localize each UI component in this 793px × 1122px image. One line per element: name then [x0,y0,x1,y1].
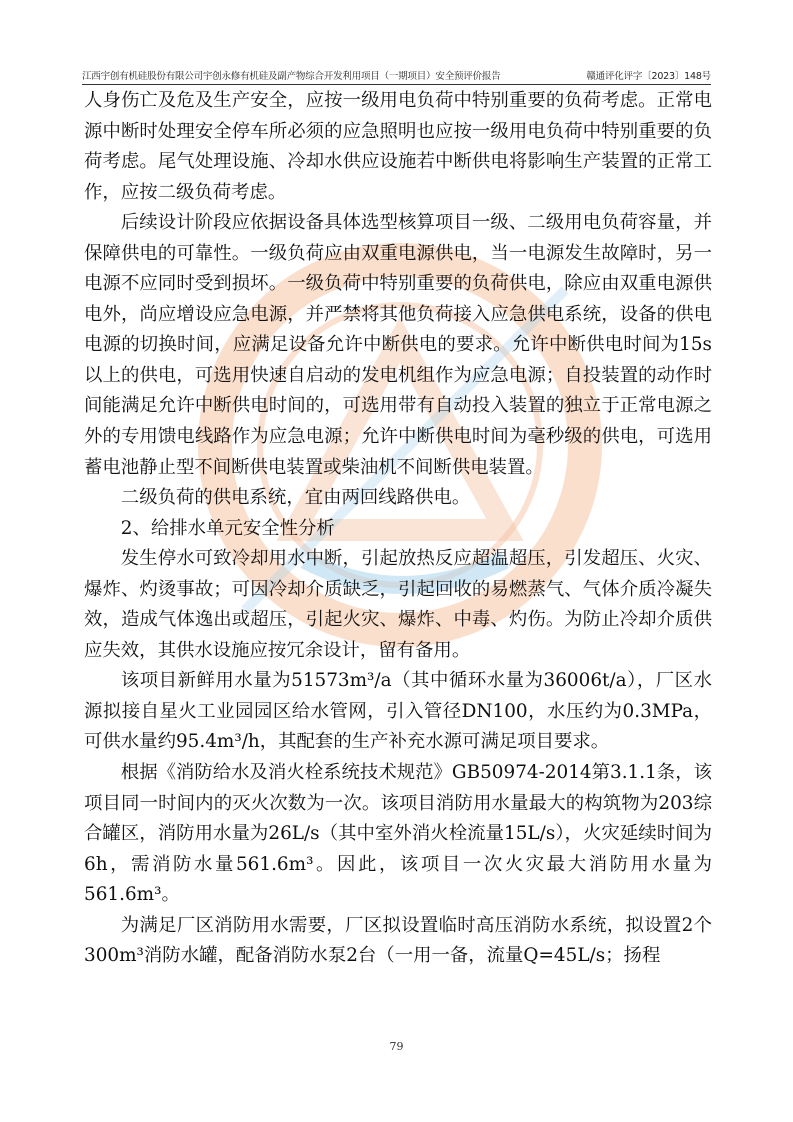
header-report-title: 江西宇创有机硅股份有限公司宇创永修有机硅及副产物综合开发利用项目（一期项目）安全预评价报告 [82,71,501,82]
paragraph-power-load-continued: 人身伤亡及危及生产安全，应按一级用电负荷中特别重要的负荷考虑。正常电源中断时处理安全停车所必须的应急照明也应按一级用电负荷中特别重要的负荷考虑。尾气处理设施、冷却水供应设施若中断供电将影响生产装置的正常工作，应按二级负荷考虑。 [84,90,712,203]
page-number: 79 [389,1040,404,1053]
paragraph-fire-water-system: 为满足厂区消防用水需要，厂区拟设置临时高压消防水系统，拟设置2个300m³消防水罐，配备消防水泵2台（一用一备，流量Q=45L/s；扬程 [84,914,712,967]
paragraph-water-outage-hazards: 发生停水可致冷却用水中断，引起放热反应超温超压，引发超压、火灾、爆炸、灼烫事故；可因冷却介质缺乏，引起回收的易燃蒸气、气体介质冷凝失效，造成气体逸出或超压，引起火灾、爆炸、中毒、灼伤。为防止冷却介质供应失效，其供水设施应按冗余设计，留有备用。 [84,548,712,661]
report-body [84,86,712,972]
section-heading-water-supply: 2、给排水单元安全性分析 [120,517,335,539]
paragraph-secondary-load-supply: 二级负荷的供电系统，宜由两回线路供电。 [120,487,471,509]
paragraph-fire-water-calculation: 根据《消防给水及消火栓系统技术规范》GB50974-2014第3.1.1条，该项目同一时间内的灭火次数为一次。该项目消防用水量最大的构筑物为203综合罐区，消防用水量为26L/s（其中室外消火栓流量15L/s），火灾延续时间为6h，需消防水量561.6m³。因此，该项目一次火灾最大消防用水量为561.6m³。 [84,762,712,906]
paragraph-water-consumption: 该项目新鲜用水量为51573m³/a（其中循环水量为36006t/a），厂区水源拟接自星火工业园园区给水管网，引入管径DN100，水压约为0.3MPa，可供水量约95.4m³/h，其配套的生产补充水源可满足项目要求。 [84,670,712,753]
header-report-number: 赣通评化评字〔2023〕148号 [586,71,711,82]
page-header [82,66,711,85]
paragraph-power-supply-requirements: 后续设计阶段应依据设备具体选型核算项目一级、二级用电负荷容量，并保障供电的可靠性。一级负荷应由双重电源供电，当一电源发生故障时，另一电源不应同时受到损坏。一级负荷中特别重要的负荷供电，除应由双重电源供电外，尚应增设应急电源，并严禁将其他负荷接入应急供电系统，设备的供电电源的切换时间，应满足设备允许中断供电的要求。允许中断供电时间为15s以上的供电，可选用快速自启动的发电机组作为应急电源；自投装置的动作时间能满足允许中断供电时间的，可选用带有自动投入装置的独立于正常电源之外的专用馈电线路作为应急电源；允许中断供电时间为毫秒级的供电，可选用蓄电池静止型不间断供电装置或柴油机不间断供电装置。 [84,212,712,478]
